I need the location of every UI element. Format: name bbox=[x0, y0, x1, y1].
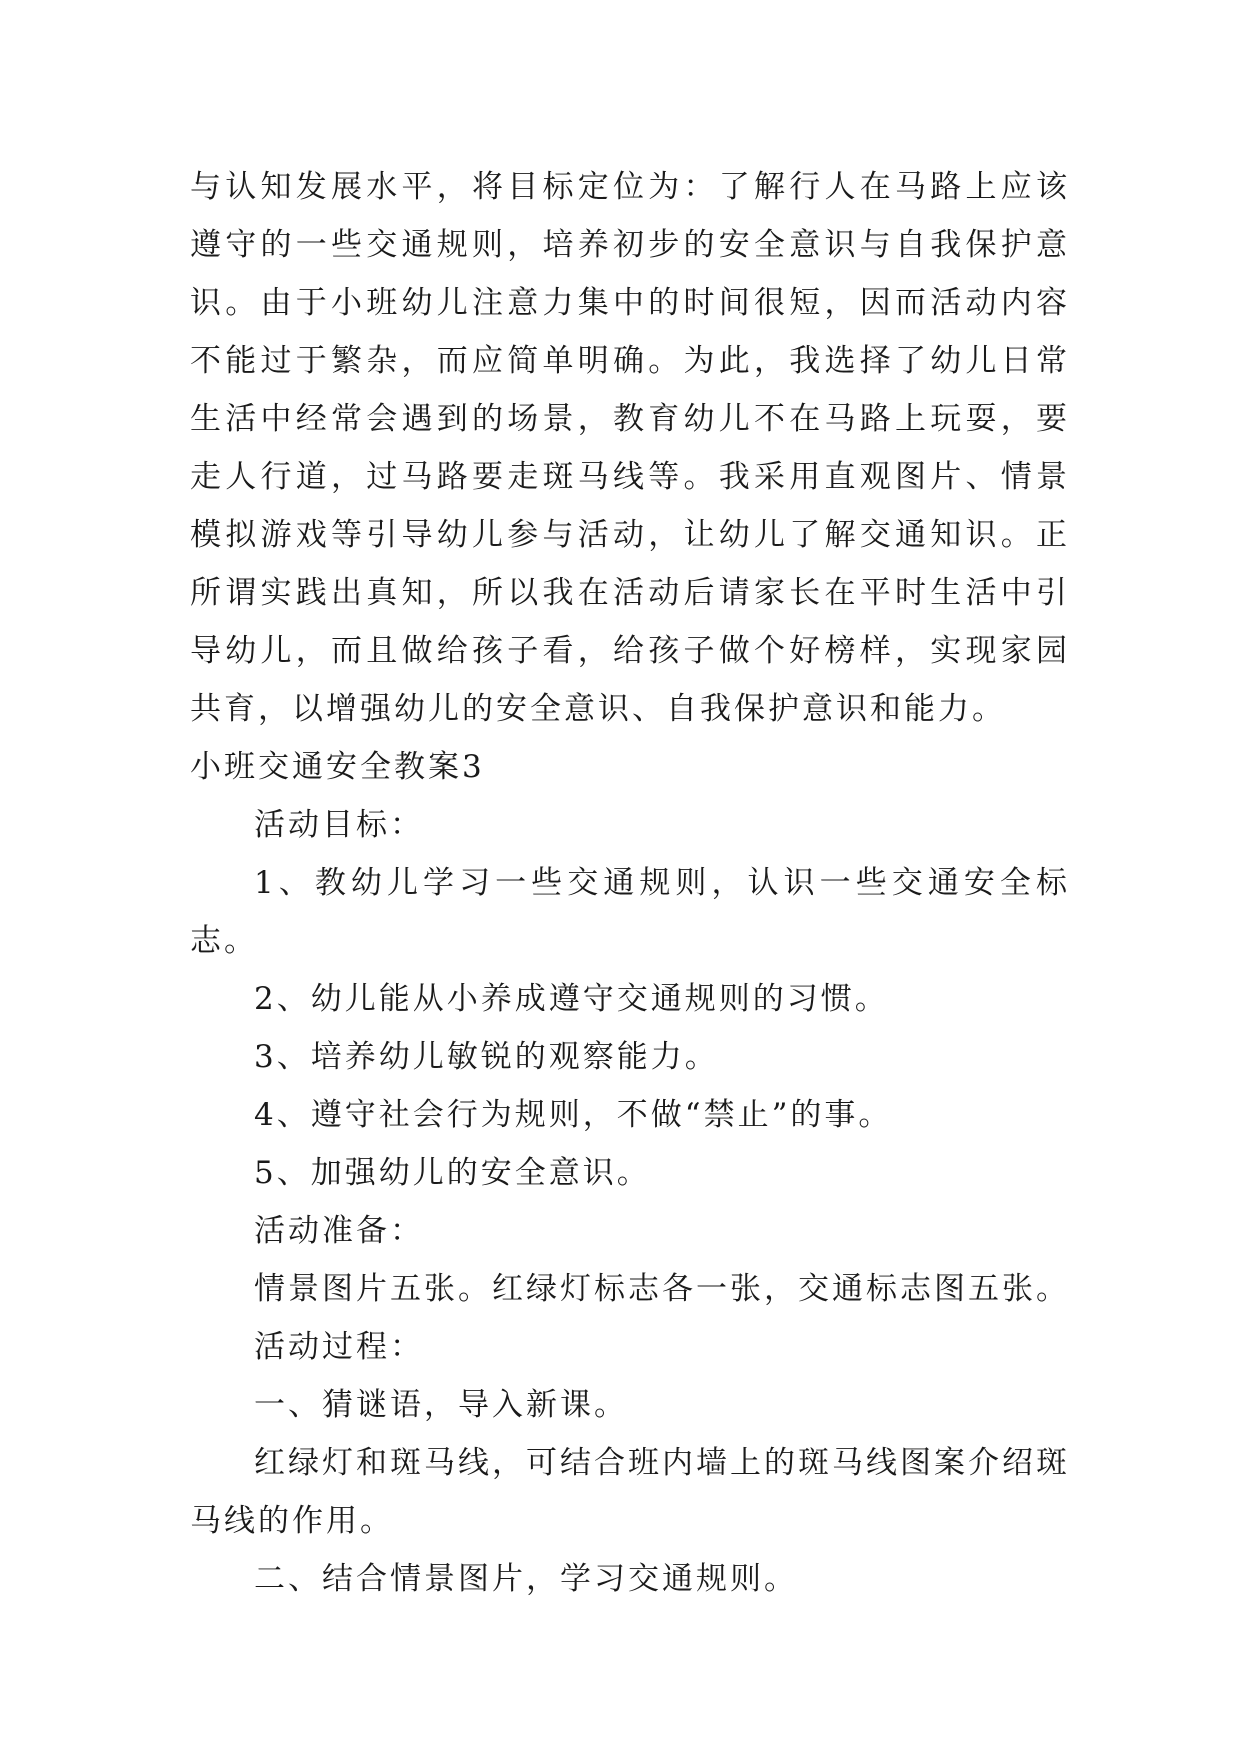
goal-item-1: 1、教幼儿学习一些交通规则，认识一些交通安全标志。 bbox=[190, 865, 1070, 959]
goal-item-2: 2、幼儿能从小养成遵守交通规则的习惯。 bbox=[254, 981, 889, 1017]
preparation-heading: 活动准备： bbox=[254, 1213, 424, 1249]
intro-paragraph: 与认知发展水平，将目标定位为：了解行人在马路上应该遵守的一些交通规则，培养初步的安全意识与自我保护意识。由于小班幼儿注意力集中的时间很短，因而活动内容不能过于繁杂，而应简单明确。为此，我选择了幼儿日常生活中经常会遇到的场景，教育幼儿不在马路上玩耍，要走人行道，过马路要走斑马线等。我采用直观图片、情景模拟游戏等引导幼儿参与活动，让幼儿了解交通知识。正所谓实践出真知，所以我在活动后请家长在平时生活中引导幼儿，而且做给孩子看，给孩子做个好榜样，实现家园共育，以增强幼儿的安全意识、自我保护意识和能力。 bbox=[190, 169, 1070, 727]
goal-item-4: 4、遵守社会行为规则，不做“禁止”的事。 bbox=[254, 1097, 893, 1133]
process-heading: 活动过程： bbox=[254, 1329, 424, 1365]
goal-item-5: 5、加强幼儿的安全意识。 bbox=[254, 1155, 651, 1191]
process-step1-text: 红绿灯和斑马线，可结合班内墙上的斑马线图案介绍斑马线的作用。 bbox=[190, 1445, 1070, 1539]
section-title: 小班交通安全教案3 bbox=[190, 749, 485, 785]
goals-heading: 活动目标： bbox=[254, 807, 424, 843]
preparation-text: 情景图片五张。红绿灯标志各一张，交通标志图五张。 bbox=[254, 1271, 1070, 1307]
process-step1-title: 一、猜谜语，导入新课。 bbox=[254, 1387, 628, 1423]
goal-item-3: 3、培养幼儿敏锐的观察能力。 bbox=[254, 1039, 719, 1075]
document-body bbox=[190, 158, 1070, 1608]
process-step2-title: 二、结合情景图片，学习交通规则。 bbox=[254, 1561, 798, 1597]
